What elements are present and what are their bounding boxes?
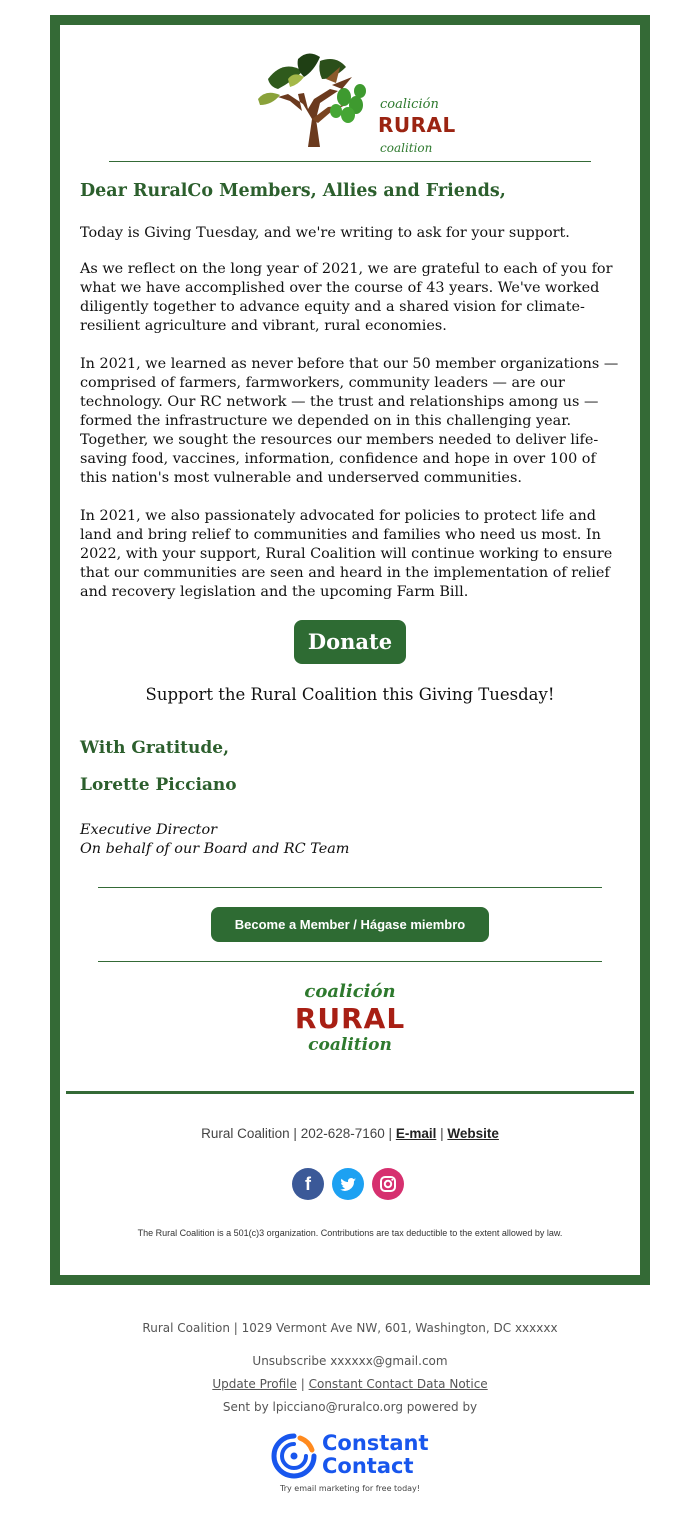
signer-title: Executive Director: [80, 822, 217, 838]
phone-number: 202-628-7160: [300, 1126, 385, 1141]
support-text: Support the Rural Coalition this Giving Tuesday!: [145, 685, 555, 704]
tree-icon: [248, 49, 378, 149]
divider: [98, 887, 602, 888]
footer-address: Rural Coalition | 1029 Vermont Ave NW, 601, Washington, DC xxxxxx: [142, 1321, 558, 1335]
social-links: [292, 1168, 408, 1200]
closing-text: With Gratitude,: [80, 738, 230, 758]
logo-word-rural: RURAL: [378, 113, 456, 137]
sent-by-text: Sent by lpicciano@ruralco.org powered by: [222, 1400, 478, 1414]
greeting-heading: Dear RuralCo Members, Allies and Friends,: [80, 181, 506, 201]
facebook-icon[interactable]: f: [292, 1168, 324, 1200]
signer-name: Lorette Picciano: [80, 775, 237, 795]
rural-coalition-footer-logo: [60, 981, 640, 1055]
footer-divider: [66, 1091, 634, 1094]
logo-word-coalicion: coalición: [304, 981, 396, 1002]
logo-word-coalition: coalition: [380, 141, 433, 155]
org-name: Rural Coalition: [201, 1126, 290, 1141]
body-paragraph: Today is Giving Tuesday, and we're writing to ask for your support.: [80, 225, 570, 241]
logo-word-coalicion: coalición: [380, 97, 439, 112]
cc-word-constant: Constant: [322, 1431, 429, 1455]
update-profile-link[interactable]: Update Profile: [212, 1377, 297, 1391]
twitter-icon[interactable]: [332, 1168, 364, 1200]
email-link[interactable]: E-mail: [395, 1126, 437, 1141]
instagram-icon[interactable]: [372, 1168, 404, 1200]
logo-word-rural: RURAL: [294, 1002, 406, 1035]
website-link[interactable]: Website: [447, 1126, 499, 1141]
become-member-button[interactable]: Become a Member / Hágase miembro: [211, 907, 489, 942]
divider: [109, 161, 591, 162]
body-paragraph: As we reflect on the long year of 2021, we are grateful to each of you for what we have accomplished over the course of 43 years. We've worked diligently together to advance equity and a shared vision for climate-resilient agriculture and vibrant, rural economies.: [80, 261, 613, 334]
body-paragraph: In 2021, we learned as never before that our 50 member organizations — comprised of farmers, farmworkers, community leaders — are our technology. Our RC network — the trust and relationships among us — formed the infrastructure we depended on in this challenging year. Together, we sought the resources our members needed to deliver life-saving food, vaccines, information, confidence and hope in over 100 of this nation's most vulnerable and underserved communities.: [80, 356, 619, 486]
constant-contact-logo[interactable]: [270, 1432, 440, 1480]
donate-button[interactable]: Donate: [294, 620, 406, 664]
tax-disclaimer: The Rural Coalition is a 501(c)3 organization. Contributions are tax deductible to the extent allowed by law.: [137, 1228, 563, 1238]
divider: [98, 961, 602, 962]
data-notice-link[interactable]: Constant Contact Data Notice: [308, 1377, 488, 1391]
body-paragraph: In 2021, we also passionately advocated for policies to protect life and land and bring relief to communities and families who need us most. In 2022, with your support, Rural Coalition will continue working to ensure that our communities are seen and heard in the implementation of relief and recovery legislation and the upcoming Farm Bill.: [80, 508, 613, 600]
unsubscribe-link[interactable]: Unsubscribe xxxxxx@gmail.com: [252, 1354, 448, 1368]
rural-coalition-logo: [248, 49, 458, 155]
logo-word-coalition: coalition: [308, 1035, 392, 1055]
cc-tagline[interactable]: Try email marketing for free today!: [280, 1484, 420, 1493]
email-frame: [50, 15, 650, 1285]
signer-behalf: On behalf of our Board and RC Team: [80, 841, 350, 857]
cc-word-contact: Contact: [322, 1454, 414, 1478]
footer-links: Update Profile | Constant Contact Data Notice: [212, 1377, 488, 1391]
constant-contact-icon: [270, 1432, 318, 1480]
contact-line: Rural Coalition | 202-628-7160 | E-mail | Website: [201, 1126, 499, 1141]
signer-role: [80, 821, 349, 859]
